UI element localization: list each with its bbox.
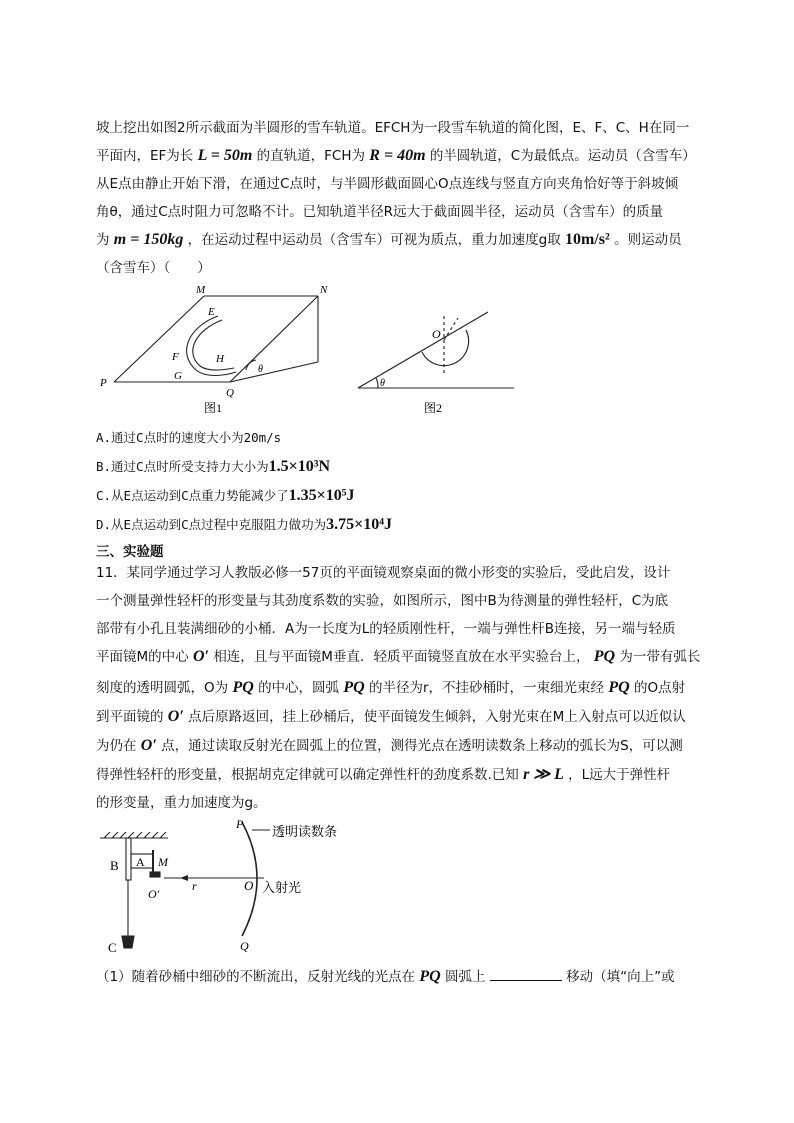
option-a: A.通过C点时的速度大小为20m/s xyxy=(96,430,282,445)
fig3-label-strip: 透明读数条 xyxy=(272,824,338,839)
fig3-label-c: C xyxy=(108,940,117,955)
q11-line-4: 平面镜M的中心 O′ 相连，且与平面镜M垂直．轻质平面镜竖直放在水平实验台上， PQ 为一带有弧长 xyxy=(96,648,701,665)
fig1-theta-arc xyxy=(246,360,256,370)
figure-2 xyxy=(352,300,522,420)
fig3-ceiling-hatch xyxy=(104,832,166,838)
section-title: 三、实验题 xyxy=(96,544,164,560)
fig2-caption: 图2 xyxy=(424,401,443,415)
q11-line-1: 11．某同学通过学习人教版必修一57页的平面镜观察桌面的微小形变的实验后，受此启发，设计 xyxy=(96,565,671,581)
q11-line-9: 的形变量，重力加速度为g。 xyxy=(96,795,267,811)
fig1-label-g: G xyxy=(174,370,182,382)
fig2-label-theta: θ xyxy=(380,378,385,389)
figure-3 xyxy=(96,816,396,962)
fig1-edge-nq xyxy=(230,296,318,382)
figure-1 xyxy=(96,282,336,420)
intro-line-6: （含雪车）（ ） xyxy=(96,260,211,276)
intro-line-2: 平面内，EF为长 L = 50m 的直轨道，FCH为 R = 40m 的半圆轨道，C为最低点。运动员（含雪车） xyxy=(96,147,696,164)
q11-line-8: 得弹性轻杆的形变量，根据胡克定律就可以确定弹性杆的劲度系数.已知 r ≫ L ，L远大于弹性杆 xyxy=(96,766,671,783)
intro-line-5: 为 m = 150kg ，在运动过程中运动员（含雪车）可视为质点，重力加速度g取 10m/s² 。则运动员 xyxy=(96,231,682,248)
fig3-label-b: B xyxy=(110,858,119,873)
fig3-label-p: P xyxy=(236,817,244,831)
fig3-label-incident: 入射光 xyxy=(262,880,302,895)
fig3-label-q: Q xyxy=(240,939,249,953)
fig3-rod-b xyxy=(126,838,131,880)
fig3-bucket-c xyxy=(122,936,134,948)
fig1-label-n: N xyxy=(320,284,328,296)
fig3-arrow xyxy=(180,875,188,881)
option-b: B.通过C点时所受支持力大小为1.5×10³N xyxy=(96,458,331,475)
intro-line-3: 从E点由静止开始下滑，在通过C点时，与半圆形截面圆心O点连线与竖直方向夹角恰好等于斜坡倾 xyxy=(96,176,679,192)
fig2-theta-arc xyxy=(376,378,378,388)
fig1-label-p: P xyxy=(100,377,107,389)
option-c: C.从E点运动到C点重力势能减少了1.35×10⁵J xyxy=(96,487,355,504)
fig1-edge-pm xyxy=(114,296,204,382)
q11-line-7: 为仍在 O′ 点，通过读取反射光在圆弧上的位置，测得光点在透明读数条上移动的弧长为S，可以测 xyxy=(96,737,683,754)
fig1-caption: 图1 xyxy=(204,401,223,415)
fig2-label-o: O xyxy=(432,327,441,341)
fig1-label-f: F xyxy=(172,351,179,363)
q11-line-2: 一个测量弹性轻杆的形变量与其劲度系数的实验，如图所示，图中B为待测量的弹性轻杆，C为底 xyxy=(96,593,669,609)
fig1-track-outer xyxy=(193,320,234,370)
fig1-label-h: H xyxy=(216,353,224,365)
fig2-slope xyxy=(358,312,488,388)
q11-line-6: 到平面镜的 O′ 点后原路返回，挂上砂桶后，使平面镜发生倾斜，入射光束在M上入射点可以近似认 xyxy=(96,708,686,725)
fig1-label-theta: θ xyxy=(258,364,263,375)
q11-line-5: 刻度的透明圆弧，O为 PQ 的中心，圆弧 PQ 的半径为r，不挂砂桶时，一束细光束经 PQ 的O点射 xyxy=(96,679,686,696)
intro-line-1: 坡上挖出如图2所示截面为半圆形的雪车轨道。EFCH为一段雪车轨道的简化图，E、F、C、H在同一 xyxy=(96,120,690,136)
fig3-mirror-base xyxy=(150,872,160,877)
intro-line-4: 角θ，通过C点时阻力可忽略不计。已知轨道半径R远大于截面圆半径，运动员（含雪车）的质量 xyxy=(96,204,664,220)
answer-blank[interactable] xyxy=(490,966,562,981)
option-d: D.从E点运动到C点过程中克服阻力做功为3.75×10⁴J xyxy=(96,516,393,533)
fig3-label-a: A xyxy=(136,855,145,869)
fig1-label-e: E xyxy=(208,306,215,318)
q11-part-1: （1）随着砂桶中细砂的不断流出，反射光线的光点在 PQ 圆弧上 移动（填“向上”或 xyxy=(96,968,675,985)
fig3-label-m: M xyxy=(158,855,168,869)
fig1-label-m: M xyxy=(196,284,206,296)
fig2-semicircle xyxy=(422,330,469,366)
fig3-label-o: O xyxy=(244,878,254,893)
fig3-label-r: r xyxy=(192,879,197,893)
q11-line-3: 部带有小孔且装满细砂的小桶．A为一长度为L的轻质刚性杆，一端与弹性杆B连接，另一端与轻质 xyxy=(96,621,676,637)
fig1-label-q: Q xyxy=(226,387,234,399)
fig3-label-o-prime: O′ xyxy=(148,887,160,901)
fig1-edge-base xyxy=(230,362,318,382)
